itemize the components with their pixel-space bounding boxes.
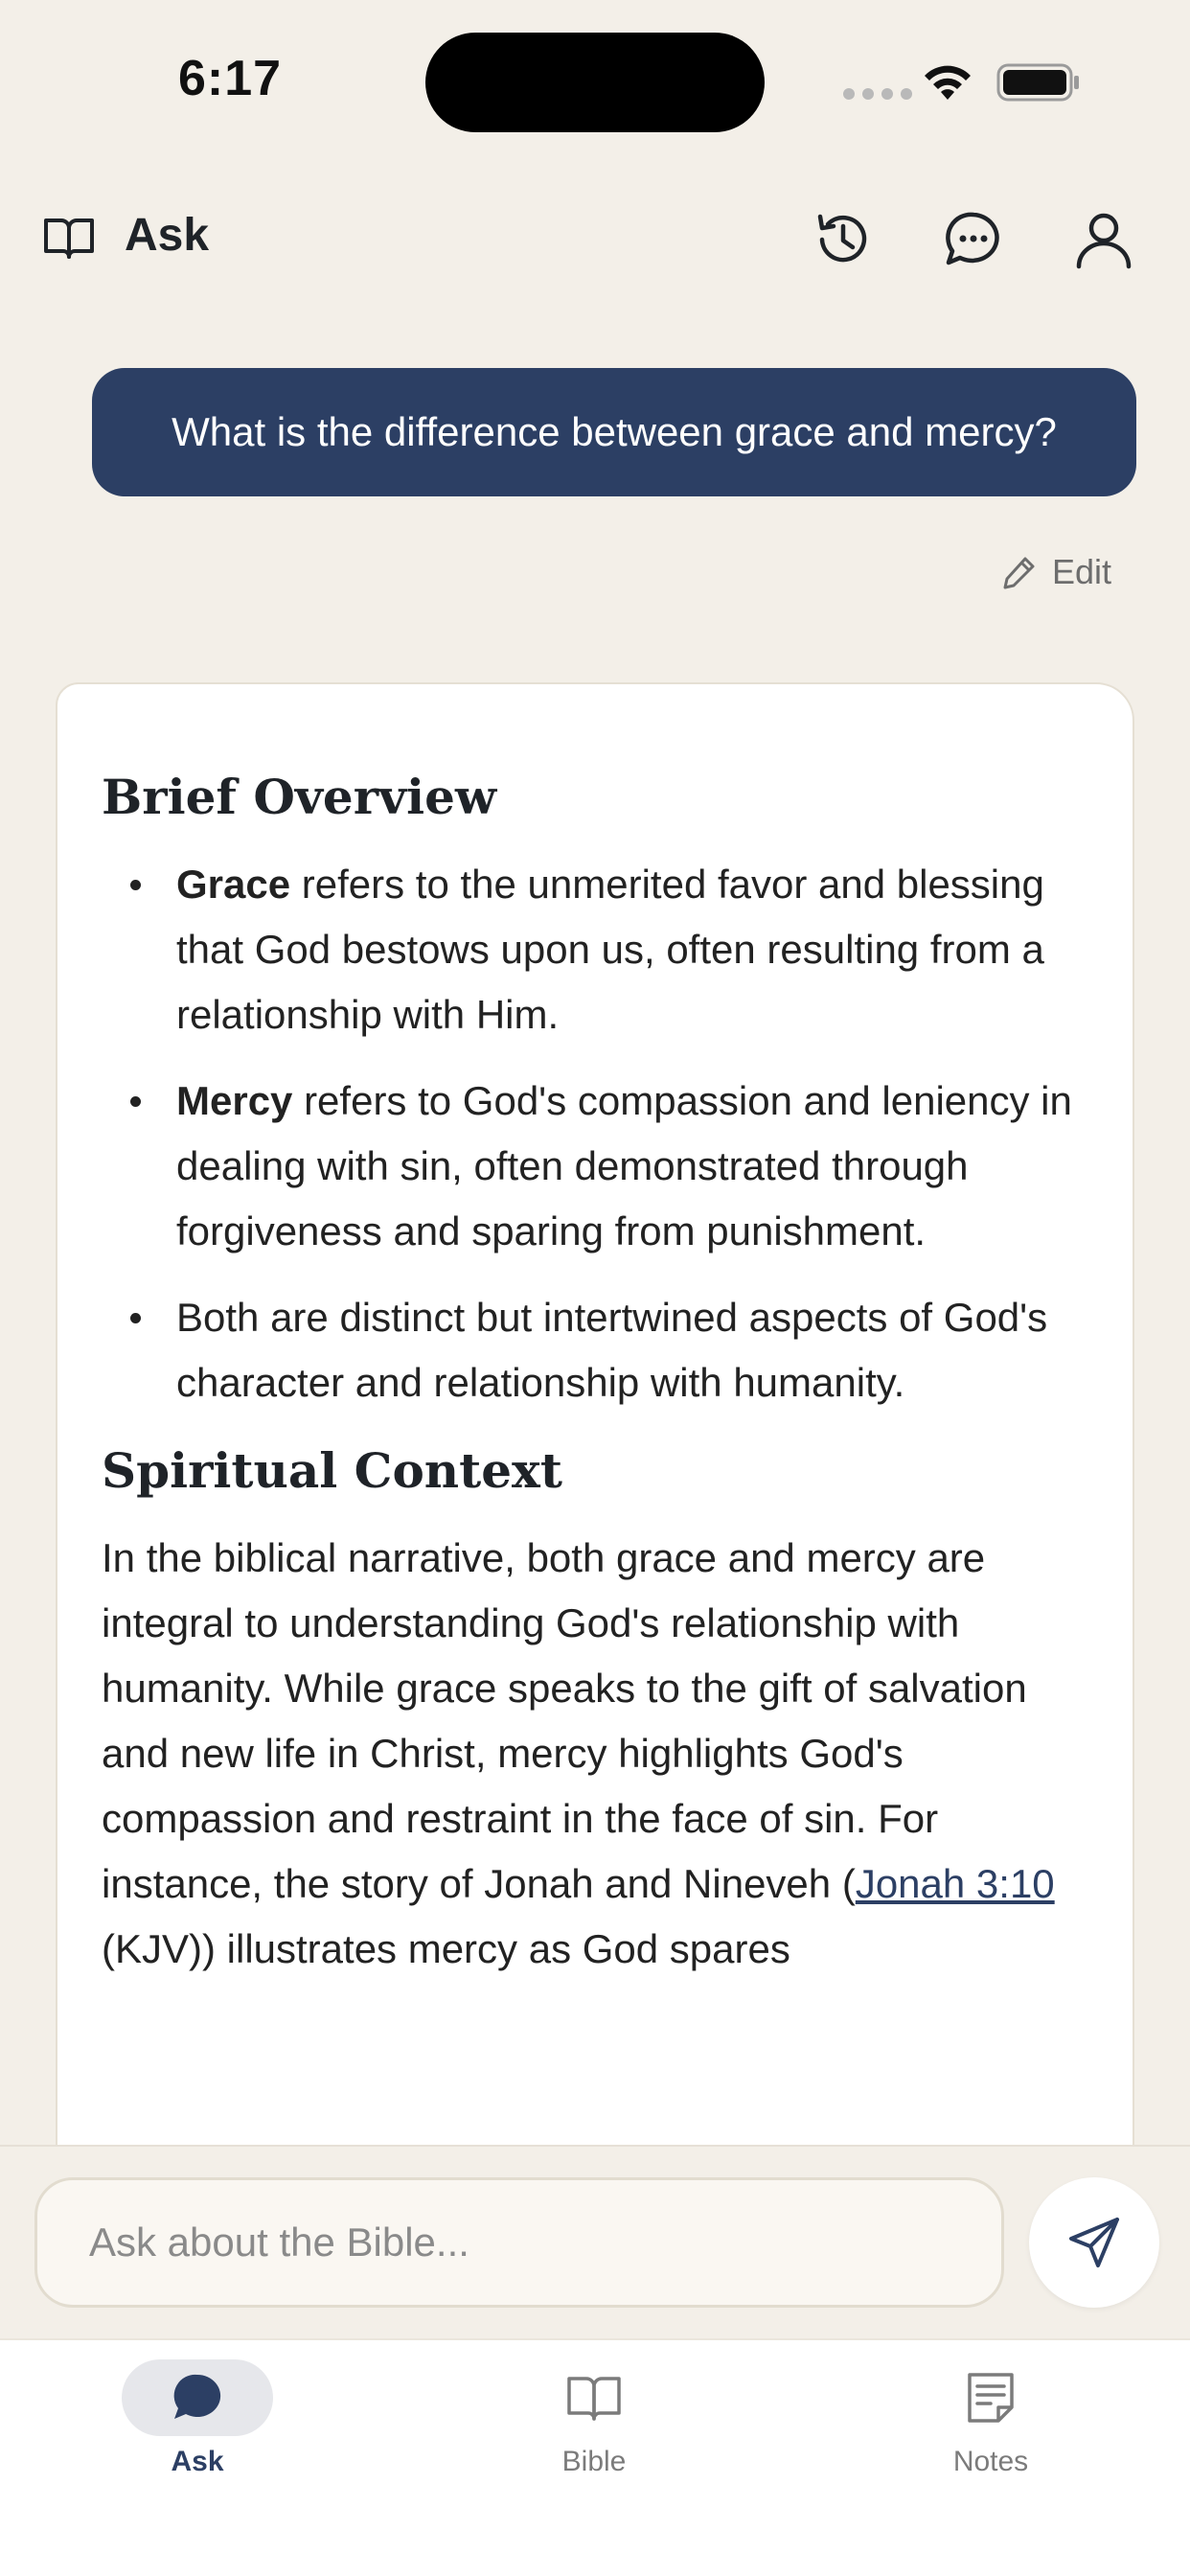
dynamic-island	[425, 33, 765, 132]
list-item	[102, 852, 1088, 1047]
send-button[interactable]	[1029, 2177, 1159, 2308]
pencil-icon	[1000, 553, 1039, 591]
book-open-icon	[565, 2369, 623, 2426]
user-message-text: What is the difference between grace and mercy?	[172, 409, 1057, 454]
tab-bible-label: Bible	[561, 2446, 627, 2477]
book-open-icon	[42, 215, 96, 261]
list-item	[102, 1069, 1088, 1264]
wifi-icon	[920, 61, 975, 104]
cellular-signal-icon	[843, 88, 912, 100]
chat-bubble-filled-icon	[169, 2369, 226, 2426]
app-header	[0, 192, 1190, 288]
bullet-term: Mercy	[176, 1078, 293, 1123]
profile-button[interactable]	[1071, 207, 1136, 272]
edit-label: Edit	[1052, 552, 1112, 591]
overview-heading: Brief Overview	[102, 769, 496, 825]
ask-input[interactable]	[34, 2177, 1004, 2308]
conversations-button[interactable]	[941, 207, 1006, 272]
battery-icon	[996, 63, 1081, 102]
status-bar	[0, 0, 1190, 163]
tab-ask[interactable]	[82, 2359, 312, 2494]
history-icon	[811, 207, 876, 272]
answer-card	[56, 682, 1134, 2216]
notes-icon	[962, 2369, 1019, 2426]
status-time: 6:17	[178, 51, 283, 106]
tab-ask-label: Ask	[171, 2446, 224, 2477]
chat-bubble-icon	[941, 207, 1006, 272]
tab-bible[interactable]	[479, 2359, 709, 2494]
tab-bar	[0, 2338, 1190, 2576]
list-item	[102, 1285, 1088, 1415]
edit-message-button[interactable]	[1000, 552, 1111, 592]
context-text: In the biblical narrative, both grace and mercy are integral to understanding God's relationship with humanity. While grace speaks to the gift of salvation and new life in Christ, mercy highlights God's compassion and restraint in the face of sin. For instance, the story of Jonah and Nineveh (	[102, 1535, 1027, 1906]
bullet-text: refers to God's compassion and leniency in dealing with sin, often demonstrated through forgiveness and sparing from punishment.	[176, 1078, 1072, 1254]
verse-reference-link[interactable]: Jonah 3:10	[855, 1861, 1055, 1906]
context-heading: Spiritual Context	[102, 1442, 562, 1499]
context-text-continued: (KJV)) illustrates mercy as God spares	[102, 1926, 790, 1971]
composer	[0, 2145, 1190, 2338]
bullet-text: refers to the unmerited favor and blessing that God bestows upon us, often resulting from a relationship with Him.	[176, 862, 1044, 1037]
history-button[interactable]	[811, 207, 876, 272]
tab-notes-label: Notes	[952, 2446, 1029, 2477]
user-message-bubble	[92, 368, 1136, 496]
page-title: Ask	[125, 210, 210, 261]
bullet-text: Both are distinct but intertwined aspects of God's character and relationship with humanity.	[176, 1295, 1048, 1405]
tab-notes[interactable]	[876, 2359, 1106, 2494]
user-icon	[1071, 207, 1136, 272]
overview-list	[102, 852, 1088, 1415]
send-icon	[1064, 2212, 1125, 2273]
tab-active-indicator	[122, 2359, 273, 2436]
context-paragraph	[102, 1526, 1088, 1982]
bullet-term: Grace	[176, 862, 291, 907]
